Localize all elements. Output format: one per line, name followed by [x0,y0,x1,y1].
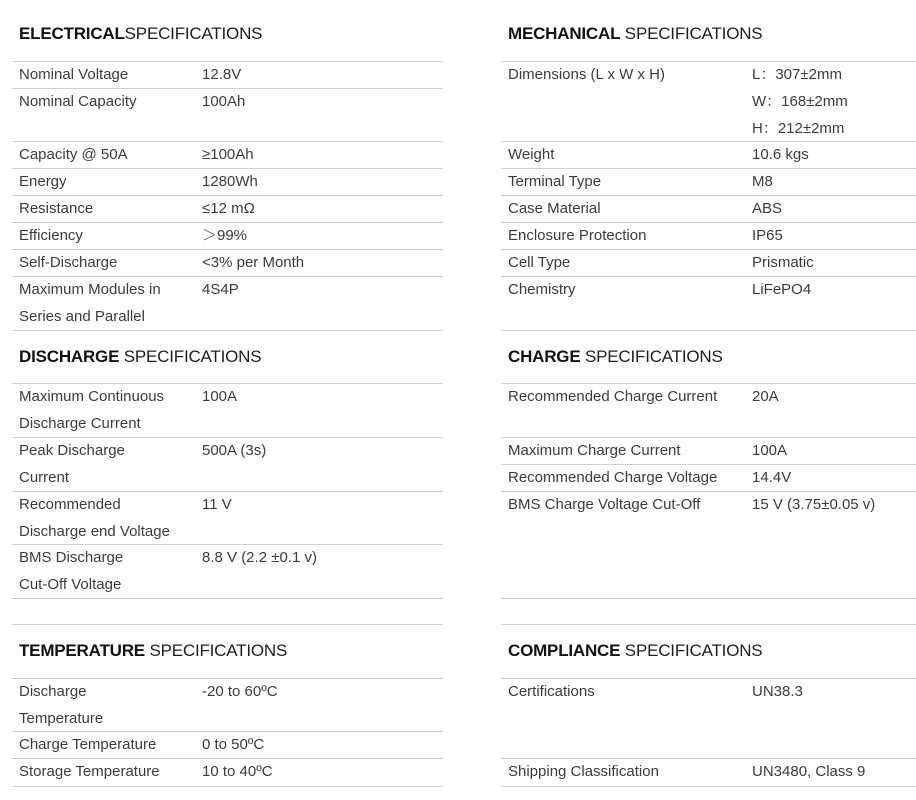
spec-value: UN38.3 [752,683,803,700]
charge-title: CHARGE SPECIFICATIONS [508,347,723,366]
spec-label: Recommended Discharge end Voltage [19,496,170,540]
spec-value: Prismatic [752,254,814,271]
spec-value: ≥100Ah [202,146,254,163]
divider [12,786,443,787]
spec-value: 11 V [202,496,232,513]
spec-label: Maximum Modules in Series and Parallel [19,281,161,325]
spec-label: Terminal Type [508,173,602,190]
spec-value: ＞99% [202,227,248,244]
spec-label: Shipping Classification [508,763,659,780]
divider [501,598,916,599]
spec-label: Self-Discharge [19,254,118,271]
discharge-title: DISCHARGE SPECIFICATIONS [19,347,262,366]
spec-label: Discharge Temperature [19,683,104,727]
mechanical-title: MECHANICAL SPECIFICATIONS [508,24,763,43]
divider [501,141,916,142]
spec-value: ≤12 mΩ [202,200,255,217]
spec-label: Dimensions (L x W x H) [508,66,665,83]
spec-label: Peak Discharge Current [19,442,125,486]
spec-value: UN3480, Class 9 [752,763,866,780]
spec-label: Efficiency [19,227,83,244]
spec-label: Maximum Continuous Discharge Current [19,388,165,432]
divider [12,598,443,599]
spec-label: Enclosure Protection [508,227,647,244]
spec-value: <3% per Month [202,254,305,271]
divider [501,786,916,787]
spec-label: Nominal Voltage [19,66,129,83]
spec-label: Recommended Charge Voltage [508,469,718,486]
spec-value: 10.6 kgs [752,146,809,163]
spec-label: Storage Temperature [19,763,160,780]
spec-label: Cell Type [508,254,571,271]
spec-label: Chemistry [508,281,576,298]
spec-label: BMS Discharge Cut-Off Voltage [19,549,124,593]
spec-value: 500A (3s) [202,442,267,459]
spec-label: Charge Temperature [19,736,157,753]
spec-value: 4S4P [202,281,239,298]
spec-value: 100Ah [202,93,246,110]
divider [501,330,916,331]
spec-value: 1280Wh [202,173,258,190]
spec-value: 15 V (3.75±0.05 v) [752,496,876,513]
spec-value: 12.8V [202,66,242,83]
spec-label: Certifications [508,683,595,700]
spec-label: BMS Charge Voltage Cut-Off [508,496,701,513]
spec-label: Energy [19,173,67,190]
spec-label: Case Material [508,200,601,217]
spec-value: M8 [752,173,773,190]
spec-value: 100A [752,442,788,459]
spec-value: 100A [202,388,238,405]
spec-value: 14.4V [752,469,792,486]
spec-label: Maximum Charge Current [508,442,681,459]
divider [501,624,916,625]
spec-value: ABS [752,200,783,217]
spec-value: 20A [752,388,779,405]
spec-label: Weight [508,146,555,163]
spec-label: Capacity @ 50A [19,146,128,163]
temperature-title: TEMPERATURE SPECIFICATIONS [19,641,288,660]
spec-value: 0 to 50ºC [202,736,265,753]
spec-value: 8.8 V (2.2 ±0.1 v) [202,549,317,566]
spec-value: -20 to 60ºC [202,683,278,700]
spec-label: Resistance [19,200,94,217]
spec-value: IP65 [752,227,783,244]
divider [12,624,443,625]
spec-value: LiFePO4 [752,281,812,298]
divider [12,330,443,331]
spec-value: 10 to 40ºC [202,763,273,780]
electrical-title: ELECTRICALSPECIFICATIONS [19,24,263,43]
compliance-title: COMPLIANCE SPECIFICATIONS [508,641,763,660]
spec-label: Nominal Capacity [19,93,137,110]
spec-value: L：307±2mm W：168±2mm H：212±2mm [752,66,848,137]
spec-label: Recommended Charge Current [508,388,718,405]
